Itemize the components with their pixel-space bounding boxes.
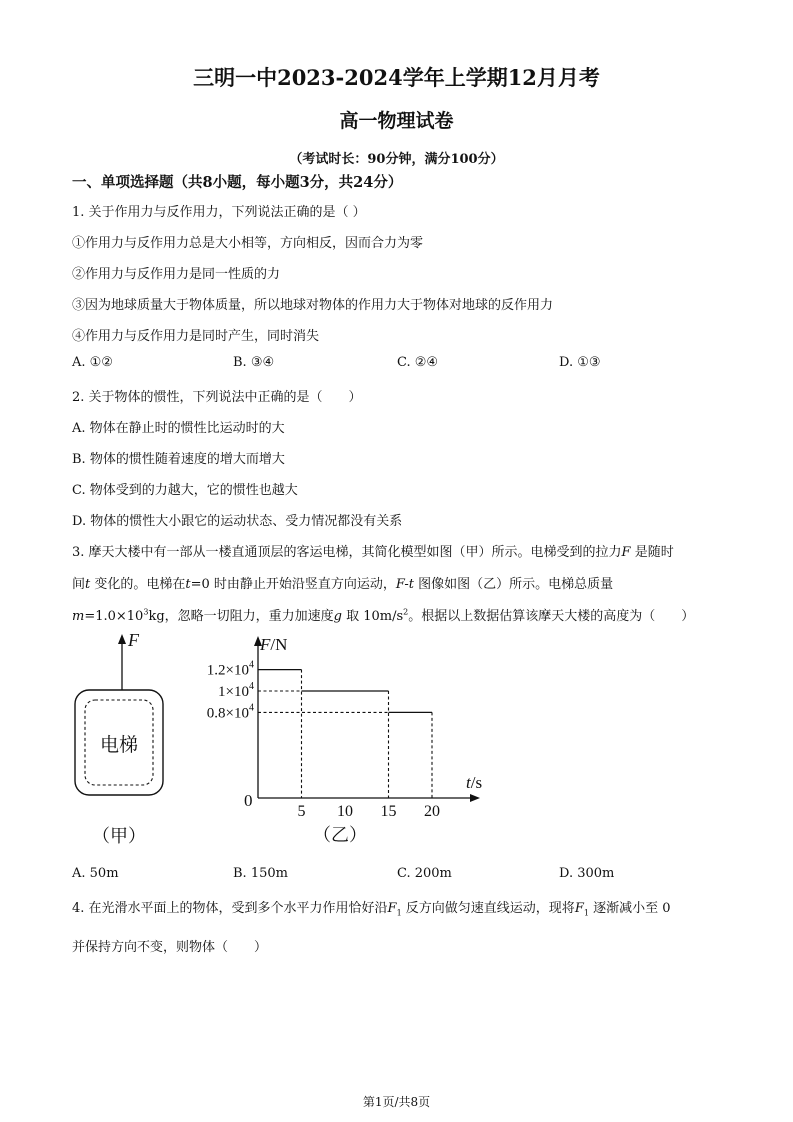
exam-info: （考试时长：90分钟，满分100分）	[289, 152, 504, 167]
q1-statement-1: ①作用力与反作用力总是大小相等，方向相反，因而合力为零	[72, 236, 424, 251]
q3-option-b: B. 150m	[233, 866, 288, 881]
q2-option-d: D. 物体的惯性大小跟它的运动状态、受力情况都没有关系	[72, 514, 403, 529]
q3-line-1: 3. 摩天大楼中有一部从一楼直通顶层的客运电梯，其简化模型如图（甲）所示。电梯受到的拉力F 是随时	[72, 545, 674, 560]
q1-statement-4: ④作用力与反作用力是同时产生，同时消失	[72, 329, 320, 344]
y-tick-label: $1.2\times 10^4$	[206, 659, 254, 679]
x-tick-label: 10	[337, 803, 353, 820]
y-axis-label: F/N	[260, 635, 288, 654]
q4-line-2: 并保持方向不变，则物体（ ）	[72, 940, 268, 955]
x-tick-label: 15	[380, 803, 397, 820]
x-tick-label: 20	[424, 803, 440, 820]
exam-title: 三明一中2023-2024学年上学期12月月考	[193, 65, 600, 90]
x-axis-label: t/s	[466, 773, 483, 792]
q3-line-2: 间t 变化的。电梯在t=0 时由静止开始沿竖直方向运动，F-t 图像如图（乙）所示。电梯总质量	[72, 577, 614, 592]
figure-jia-caption: （甲）	[92, 826, 146, 847]
q1-option-d: D. ①③	[559, 355, 601, 370]
x-axis-arrow	[470, 794, 480, 802]
section-heading: 一、单项选择题（共8小题，每小题3分，共24分）	[72, 174, 403, 191]
y-tick-label: $1\times 10^4$	[218, 681, 254, 700]
q1-option-a: A. ①②	[72, 355, 113, 370]
figure-yi-caption: （乙）	[313, 825, 367, 846]
q1-statement-3: ③因为地球质量大于物体质量，所以地球对物体的作用力大于物体对地球的反作用力	[72, 298, 554, 313]
q2-stem: 2. 关于物体的惯性，下列说法中正确的是（ ）	[72, 390, 362, 405]
q2-option-c: C. 物体受到的力越大，它的惯性也越大	[72, 483, 298, 498]
origin-label: 0	[244, 791, 253, 810]
elevator-label: 电梯	[99, 734, 139, 756]
q1-option-c: C. ②④	[397, 355, 439, 370]
force-arrow-head	[118, 634, 126, 644]
q3-line-3: $m=1.0\times 10^3kg$，忽略一切阻力，重力加速度g 取 $10m/s^2$。根据以上数据估算该摩天大楼的高度为（ ）	[72, 607, 695, 624]
q1-statement-2: ②作用力与反作用力是同一性质的力	[72, 267, 281, 282]
q3-option-c: C. 200m	[397, 866, 452, 881]
page-footer: 第1页/共8页	[362, 1095, 431, 1109]
q2-option-a: A. 物体在静止时的惯性比运动时的大	[72, 421, 285, 436]
q2-option-b: B. 物体的惯性随着速度的增大而增大	[72, 452, 285, 467]
y-tick-label: $0.8\times 10^4$	[206, 702, 254, 722]
exam-subtitle: 高一物理试卷	[339, 110, 454, 132]
x-tick-label: 5	[297, 803, 306, 820]
q3-option-a: A. 50m	[72, 866, 119, 881]
ft-chart	[190, 630, 500, 870]
force-label: F	[128, 630, 139, 650]
q1-option-b: B. ③④	[233, 355, 275, 370]
q1-stem: 1. 关于作用力与反作用力，下列说法正确的是（ ）	[72, 205, 366, 220]
figure-elevator	[60, 628, 190, 868]
q4-line-1: 4. 在光滑水平面上的物体，受到多个水平力作用恰好沿$F_1$ 反方向做匀速直线运动，现将$F_1$ 逐渐减小至 0	[72, 901, 671, 918]
q3-option-d: D. 300m	[559, 866, 615, 881]
